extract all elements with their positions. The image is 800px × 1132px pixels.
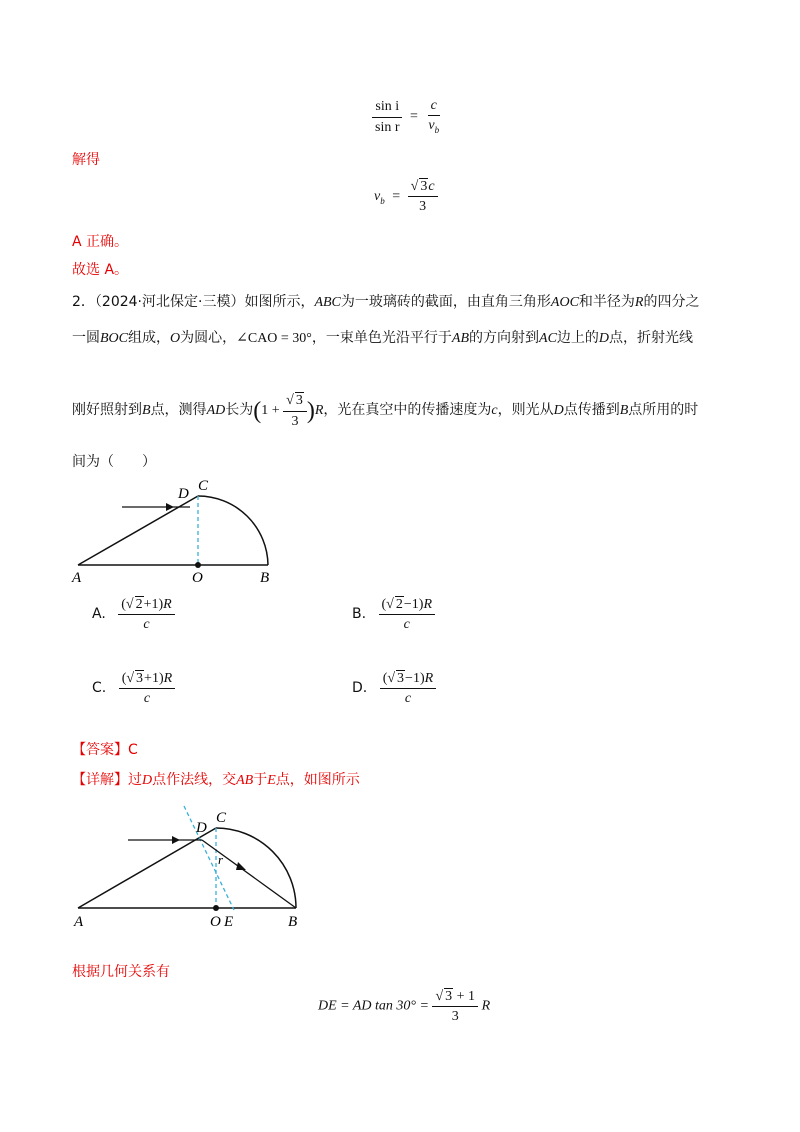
question-2-line-3: 刚好照射到B点，测得AD长为(1 + $\frac{√ 3}{3}$ )R，光在真空中的传播速度为c，则光从D点传播到B点所用的时: [72, 393, 699, 429]
sin-r: sin r: [375, 119, 400, 135]
option-d[interactable]: D. $\frac{(√ 3-1)R}{c}$: [352, 670, 436, 707]
option-b[interactable]: B. $\frac{(√ 2-1)R}{c}$: [352, 596, 435, 633]
label-o: O: [192, 570, 203, 586]
label-b: B: [288, 914, 298, 930]
quarter-arc-bc: [216, 828, 296, 908]
equals-sign: =: [410, 109, 418, 125]
question-2-line-2: 一圆BOC组成，O为圆心，∠CAO = 30°，一束单色光沿平行于AB的方向射到AC边上的D点，折射光线: [72, 330, 694, 346]
ad-length-expression: (1 + $\frac{√ 3}{3}$ )R: [253, 393, 324, 429]
ray-arrow-in: [172, 836, 180, 844]
fraction-c-vb: [425, 98, 442, 136]
geometry-label: 根据几何关系有: [72, 964, 170, 980]
label-d: D: [178, 486, 189, 502]
solve-label: 解得: [72, 152, 100, 168]
c-symbol: c: [428, 98, 440, 116]
fraction-sin: [372, 99, 403, 135]
label-a: A: [74, 914, 84, 930]
label-r: r: [218, 852, 224, 867]
question-2-line-1: 2．（2024·河北保定·三模）如图所示，ABC为一玻璃砖的截面，由直角三角形AOC和半径为R的四分之: [72, 294, 700, 310]
option-c[interactable]: C. $\frac{(√ 3+1)R}{c}$: [92, 670, 175, 707]
point-o: [195, 562, 201, 568]
vb-symbol: $v_b$: [428, 118, 440, 136]
sin-i: sin i: [372, 99, 402, 117]
answer-a-correct: A 正确。: [72, 234, 129, 250]
figure-glass-brick: [68, 476, 328, 586]
label-c: C: [216, 810, 227, 826]
quarter-arc-bc: [198, 496, 268, 565]
label-a: A: [72, 570, 82, 586]
formula-snell: [372, 98, 442, 136]
label-b: B: [260, 570, 270, 586]
detail-line: 【详解】过D点作法线，交AB于E点，如图所示: [72, 772, 360, 788]
formula-vb: $v_b$ = $\frac{√ 3c}{3}$: [374, 178, 438, 215]
label-c: C: [198, 478, 209, 494]
label-o: O: [210, 914, 221, 930]
formula-de: DE = AD tan 30° = $\frac{√ 3 + 1}{3}$ R: [318, 989, 491, 1025]
option-a[interactable]: A. $\frac{(√ 2+1)R}{c}$: [92, 596, 175, 633]
choose-a: 故选 A。: [72, 262, 129, 278]
fraction-sqrt3c: $\frac{√ 3c}{3}$: [408, 178, 438, 215]
answer-line: 【答案】C: [72, 742, 138, 758]
question-2-line-4: 间为（ ）: [72, 454, 156, 470]
label-e: E: [224, 914, 234, 930]
ray-arrow-out: [236, 862, 246, 870]
point-o: [213, 905, 219, 911]
label-d: D: [196, 820, 207, 836]
figure-detail: [68, 796, 328, 936]
